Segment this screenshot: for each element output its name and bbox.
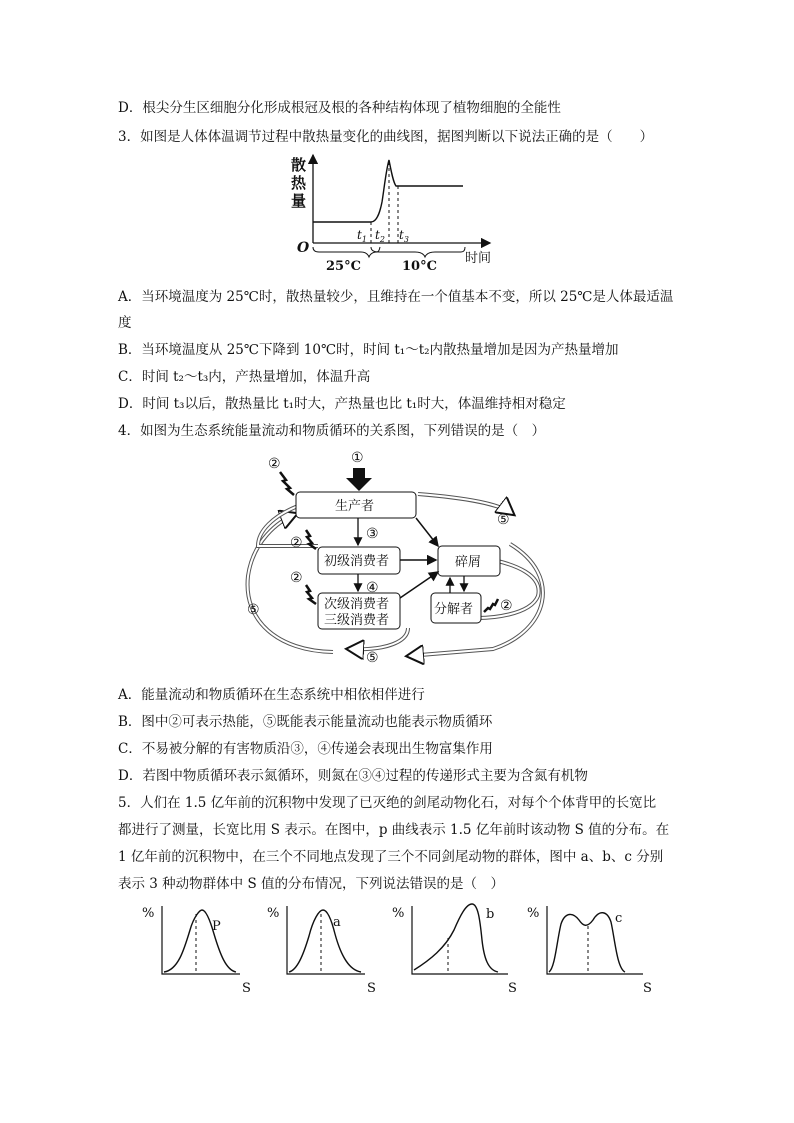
q5-s-label: S xyxy=(508,981,517,996)
q5-stem-1: 5．人们在 1.5 亿年前的沉积物中发现了已灭绝的剑尾动物化石，对每个个体背甲的长宽比 xyxy=(118,795,657,811)
q4-label-2-secondary: ② xyxy=(290,570,303,586)
q3-heat-curve xyxy=(313,160,463,222)
q3-t3-label: $t_3$ xyxy=(399,228,409,244)
q4-tertiary-label: 三级消费者 xyxy=(324,613,390,628)
q3-ylabel-2: 热 xyxy=(291,174,307,192)
q5-curve-p xyxy=(164,910,236,972)
q5-graph-c xyxy=(527,906,652,996)
q4-option-b: B．图中②可表示热能，⑤既能表示能量流动也能表示物质循环 xyxy=(118,714,493,730)
q3-t1-label: $t_1$ xyxy=(357,228,367,244)
q4-label-4: ④ xyxy=(366,580,379,596)
q4-option-a: A．能量流动和物质循环在生态系统中相依相伴进行 xyxy=(118,687,425,703)
q3-t2-label: $t_2$ xyxy=(375,228,385,244)
q5-axes xyxy=(162,906,240,974)
q4-ecosystem-figure xyxy=(238,446,560,668)
q3-ylabel-1: 散 xyxy=(291,156,307,174)
q5-curve-c xyxy=(549,913,625,972)
q4-label-5-bottom: ⑤ xyxy=(366,650,379,666)
q5-label-a: a xyxy=(333,915,341,930)
q4-decomposer-label: 分解者 xyxy=(434,602,474,617)
q4-label-5-left: ⑤ xyxy=(247,602,260,618)
q2-option-d: D．根尖分生区细胞分化形成根冠及根的各种结构体现了植物细胞的全能性 xyxy=(118,100,561,116)
q5-percent-label: % xyxy=(527,906,540,921)
q3-origin: O xyxy=(297,240,310,256)
q5-graph-a xyxy=(267,906,376,996)
q3-ylabel-3: 量 xyxy=(291,192,307,210)
q4-heat-zigzag-secondary xyxy=(306,585,316,604)
q5-label-c: c xyxy=(615,911,623,926)
q4-lower-cycle xyxy=(348,628,408,649)
q5-label-b: b xyxy=(486,907,495,922)
q4-label-1: ① xyxy=(351,450,364,466)
q3-option-c: C．时间 t₂～t₃内，产热量增加，体温升高 xyxy=(118,369,371,385)
q4-stem: 4．如图为生态系统能量流动和物质循环的关系图，下列错误的是（ ） xyxy=(118,423,546,439)
q4-label-3: ③ xyxy=(366,526,379,542)
q4-arrow-producer-detritus xyxy=(416,518,438,546)
q4-sunlight-arrow xyxy=(346,468,372,491)
q5-axes xyxy=(287,906,365,974)
q5-label-p: P xyxy=(212,919,221,934)
q5-s-label: S xyxy=(643,981,652,996)
q4-heat-zigzag-top xyxy=(280,472,294,495)
q4-label-5-right: ⑤ xyxy=(497,512,510,528)
q4-producer-label: 生产者 xyxy=(335,499,375,514)
q3-option-a-2: 度 xyxy=(118,315,132,331)
q5-graph-p xyxy=(142,906,251,996)
q4-detritus-label: 碎屑 xyxy=(455,555,482,570)
q3-option-b: B．当环境温度从 25℃下降到 10℃时，时间 t₁～t₂内散热量增加是因为产热量增加 xyxy=(118,342,619,358)
q4-label-2-decomposer: ② xyxy=(500,598,513,614)
q3-stem: 3．如图是人体体温调节过程中散热量变化的曲线图，据图判断以下说法正确的是（ ） xyxy=(118,129,654,145)
q3-heat-dissipation-figure xyxy=(285,150,510,275)
q4-label-2-top: ② xyxy=(268,456,281,472)
q3-temp-right: 10°C xyxy=(402,259,437,274)
q4-option-d: D．若图中物质循环表示氮循环，则氮在③④过程的传递形式主要为含氮有机物 xyxy=(118,768,588,784)
q4-outer-cycle-top xyxy=(418,494,513,514)
q5-stem-3: 1 亿年前的沉积物中，在三个不同地点发现了三个不同剑尾动物的群体，图中 a、b、c 分别 xyxy=(118,849,664,865)
q5-stem-2: 都进行了测量，长宽比用 S 表示。在图中，p 曲线表示 1.5 亿年前时该动物 S 值的分布。在 xyxy=(118,822,670,838)
q4-heat-zigzag-decomposer xyxy=(484,599,498,612)
q4-secondary-label: 次级消费者 xyxy=(324,597,390,612)
q5-graph-b xyxy=(392,904,517,996)
q3-brace-left xyxy=(313,247,380,257)
q5-s-label: S xyxy=(367,981,376,996)
q5-stem-4: 表示 3 种动物群体中 S 值的分布情况，下列说法错误的是（ ） xyxy=(118,876,505,892)
q3-temp-left: 25°C xyxy=(326,259,361,274)
q3-xlabel: 时间 xyxy=(465,251,492,266)
q3-option-a-1: A．当环境温度为 25℃时，散热量较少，且维持在一个值基本不变，所以 25℃是人体最适温 xyxy=(118,289,674,305)
q4-label-2-primary: ② xyxy=(290,535,303,551)
q4-primary-label: 初级消费者 xyxy=(324,554,390,569)
q5-distribution-graphs xyxy=(140,900,660,1000)
q3-option-d: D．时间 t₃以后，散热量比 t₁时大，产热量也比 t₁时大，体温维持相对稳定 xyxy=(118,396,566,412)
q3-brace-right xyxy=(371,247,465,257)
q4-option-c: C．不易被分解的有害物质沿③，④传递会表现出生物富集作用 xyxy=(118,741,493,757)
q5-percent-label: % xyxy=(142,906,155,921)
q5-s-label: S xyxy=(242,981,251,996)
q5-percent-label: % xyxy=(392,906,405,921)
q5-curve-a xyxy=(289,910,361,972)
q5-percent-label: % xyxy=(267,906,280,921)
